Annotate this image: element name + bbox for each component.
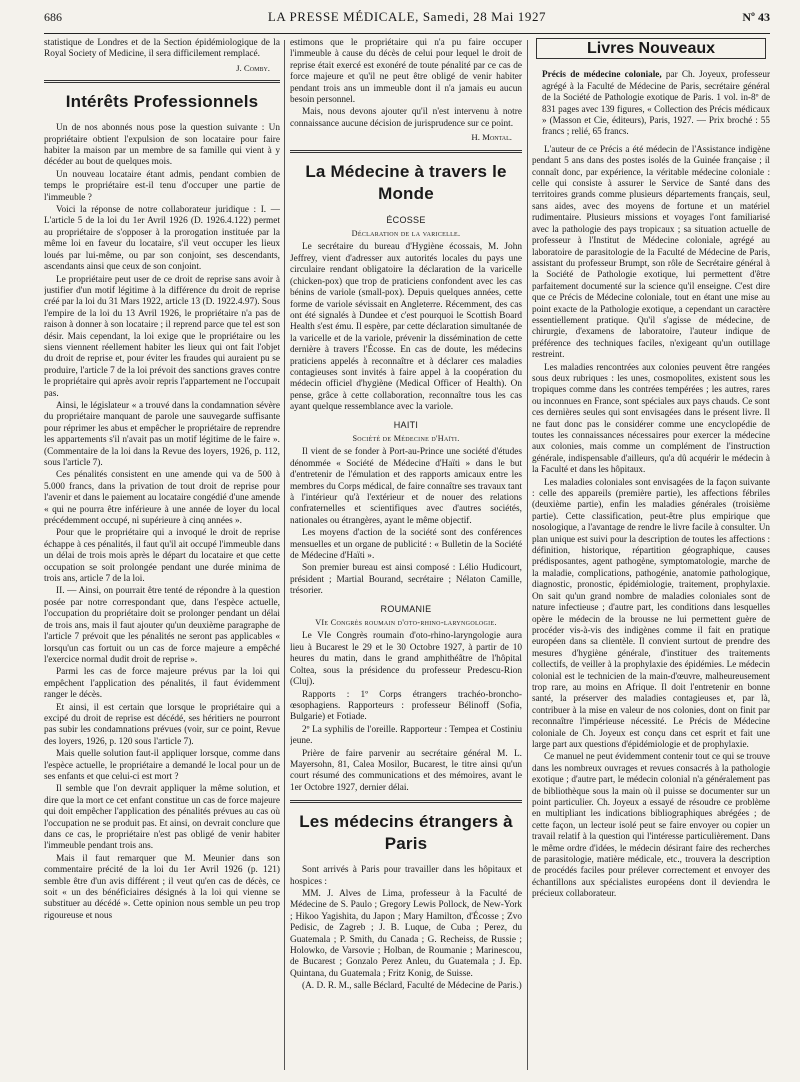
paragraph: Mais il faut remarquer que M. Meunier dans son commentaire précité de la loi du 1er Avril 1926 (p. 121) semble être d'un avis différent ; il veut qu'en cas de décès, ce soit « un des bénéficiaires désignés à la loi qui vienne se substituer au décédé ». Cette opinion nous semble un peu trop rigoureuse et nous [44, 853, 280, 921]
journal-title: LA PRESSE MÉDICALE, Samedi, 28 Mai 1927 [267, 9, 547, 24]
paragraph: Son premier bureau est ainsi composé : Lélio Hudicourt, président ; Martial Bourand, secrétaire ; Nélaton Camille, trésorier. [290, 563, 522, 597]
book-title: Précis de médecine coloniale, [542, 69, 662, 80]
intro-signature: J. Comby. [236, 62, 270, 73]
section-title-interets: Intérêts Professionnels [65, 92, 259, 112]
country-heading-roumanie: ROUMANIE [380, 603, 432, 614]
paragraph: MM. J. Alves de Lima, professeur à la Faculté de Médecine de S. Paulo ; Gregory Lewis Pollock, de New-York ; Hikoo Yagishita, du Japon ; Mary Hamilton, d'Écosse ; Zvo Pedisic, de Zagreb ; J. B. Luque, de Cuba ; Perez, du Guatemala ; P. Smith, du Canada ; G. Recheiss, de Russie ; Holowko, de Varsovie ; Holban, de Roumanie ; Marinescou, de Bucarest ; Gonzalo Perez Anleu, du Guatemala ; J. Ep. Quintana, du Guatemala ; Fritz Konig, de Suisse. [290, 888, 522, 979]
paragraph: (A. D. R. M., salle Béclard, Faculté de Médecine de Paris.) [302, 981, 522, 992]
paragraph: Rapports : 1º Corps étrangers trachéo-broncho-œsophagiens. Rapporteurs : professeur Bélinoff (Sofia, Bulgarie) et Fotiade. [290, 689, 522, 723]
paragraph: Ces pénalités consistent en une amende qui va de 500 à 5.000 francs, dans la privation de tout droit de reprise pour l'avenir et dans le paiement au locataire congédié d'une amende « qui ne pourra être inférieure à une année de loyer du local précédemment occupé, ni supérieure à cinq années ». [44, 470, 280, 527]
subheading: Société de Médecine d'Haïti. [352, 433, 460, 443]
paragraph: Ce manuel ne peut évidemment contenir tout ce qui se trouve dans les nombreux ouvrages et revues consacrés à la pathologie exotique ; d'autre part, le médecin colonial n'a généralement pas de bibliothèque sous la main où il puisse se documenter sur un point particulier. Ch. Joyeux a essayé de résoudre ce problème en multipliant les indications bibliographiques abrégées ; de cette façon, un lecteur isolé peut se faire envoyer ou copier un travail relatif à la question qui l'intéresse particulièrement. Dans le même ordre d'idées, le médecin désirant faire des recherches de parasitologie, matière médicale, etc., trouvera la description de procédés faciles pour prélever correctement et envoyer des échantillons aux spécialistes européens dont il deviendra le précieux collaborateur. [532, 751, 770, 899]
paragraph: Mais quelle solution faut-il appliquer lorsque, comme dans l'espèce actuelle, le propriétaire a demandé le local pour un de ses enfants et que celui-ci est mort ? [44, 749, 280, 782]
paragraph: Un nouveau locataire étant admis, pendant combien de temps le propriétaire est-il tenu d'occuper une partie de l'immeuble ? [44, 169, 280, 203]
section-title-medecins-etrangers: Les médecins étrangers à Paris [299, 812, 513, 854]
country-heading-ecosse: ÉCOSSE [386, 214, 426, 225]
column-left [44, 38, 280, 1070]
continuation-paragraph: estimons que le propriétaire qui n'a pu faire occuper l'immeuble à cause du décès de celui pour lequel le droit de reprise était exercé est exonéré de toute pénalité par ce cas de force majeure et qu'il ne peut être obligé de venir habiter pendant trois ans un immeuble dont il n'a jamais eu aucun besoin personnel. [290, 38, 522, 106]
country-heading-haiti: HAITI [393, 419, 419, 430]
paragraph: Ainsi, le législateur « a trouvé dans la condamnation sévère du propriétaire manquant de parole une sauvegarde suffisante pour réprimer les abus et empêcher le propriétaire de reprendre les appartements s'il n'avait pas un motif légitime de le faire ». (Commentaire de la loi dans la Revue des loyers, 1926, p. 112, sous l'article 7). [44, 400, 280, 468]
paragraph: Sont arrivés à Paris pour travailler dans les hôpitaux et hospices : [290, 865, 522, 887]
subheading: Déclaration de la varicelle. [351, 229, 461, 239]
paragraph: Les moyens d'action de la société sont des conférences mensuelles et un organe de publicité : « Bulletin de la Société de Médecine d'Haïti ». [290, 528, 522, 562]
paragraph: Les maladies coloniales sont envisagées de la façon suivante : celle des appareils (première partie), les affections fébriles (deuxième partie), enfin les maladies générales (troisième partie). Cette classification, peut-être plus empirique que nosologique, a l'avantage de rendre le livre facile à consulter. Un plan unique est suivi pour la description de toutes les affections : définition, historique, répartition géographique, causes prédisposantes, agent pathogène, symptomatologie, marche de la maladie, complications, pathogénie, anatomie pathologique, diagnostic, pronostic, épidémiologie, traitement, prophylaxie. On sait qu'un grand nombre de maladies coloniales sont de nature infectieuse ; d'autre part, les conditions dans lesquelles opère le médecin de la brousse ne lui permettent guère de procéder vis-à-vis des indigènes comme il fait en pratique européen dans sa clientèle. Il convient surtout de prendre des mesures d'hygiène générale, d'instituer des traitements collectifs, de veiller à la prophylaxie des épidémies. Le médecin colonial est le technicien de la main-d'œuvre, malheureusement trop rare, au moins en Afrique. Il doit l'entretenir en bonne santé, la préserver des maladies contagieuses et, par là, contribuer à la mise en valeur de nos colonies, dont on finit par reconnaître l'impérieuse nécessité. Le Précis de Médecine coloniale de Ch. Joyeux est conçu dans cet esprit et fait une large part aux questions d'épidémiologie et de prophylaxie. [532, 476, 770, 749]
divider [44, 80, 280, 83]
column-rule [284, 40, 285, 1070]
divider [290, 150, 522, 153]
divider [290, 800, 522, 803]
paragraph: Mais, nous devons ajouter qu'il n'est intervenu à notre connaissance aucune décision de jurisprudence sur ce point. [290, 107, 522, 129]
book-details: par Ch. Joyeux, professeur agrégé à la Faculté de Médecine de Paris, secrétaire général de la Société de Pathologie exotique de Paris. 1 vol. in-8º de 831 pages avec 139 figures, « Collection des Précis médicaux » (Masson et Cie, éditeurs), Paris, 1927. — Prix broché : 55 francs ; relié, 65 francs. [542, 69, 770, 137]
subheading: VIe Congrès roumain d'oto-rhino-laryngologie. [315, 618, 497, 628]
paragraph: Les maladies rencontrées aux colonies peuvent être rangées sous deux rubriques : les unes, cosmopolites, existent sous les tropiques comme dans les contrées tempérées ; les autres, rares ou inconnues en France, sont spéciales aux pays chauds. Ce sont ces dernières seules qui sont envisagées dans le présent livre. Il ne faut donc pas le considérer comme une encyclopédie de toutes les connaissances nécessaires pour exercer la médecine aux colonies, mais comme un complément de l'instruction générale, indispensable d'ailleurs, qu'a dû acquérir le médecin à la Faculté et dans les hôpitaux. [532, 361, 770, 475]
paragraph: 2º La syphilis de l'oreille. Rapporteur : Tempea et Costiniu jeune. [290, 724, 522, 747]
paragraph: Il vient de se fonder à Port-au-Prince une société d'études dénommée « Société de Médecine d'Haïti » dans le but d'entretenir de l'émulation et des rapports amicaux entre les membres du Corps médical, de faire connaître ses travaux tant à l'intérieur qu'à l'extérieur et de nouer des relations confraternelles et scientifiques avec d'autres sociétés, nationales ou étrangères, ayant le même objectif. [290, 447, 522, 526]
column-rule [527, 40, 528, 1070]
section-title-livres: Livres Nouveaux [586, 40, 716, 57]
paragraph: Il semble que l'on devrait appliquer la même solution, et dire que la mort ce cet enfant constitue un cas de force majeure qui doit empêcher l'application des pénalités prévues au cas où l'occupation ne se produit pas. Et ainsi, on devrait conclure que dans ce cas, le propriétaire n'est pas obligé de venir habiter l'immeuble pendant trois ans. [44, 784, 280, 852]
paragraph: L'auteur de ce Précis a été médecin de l'Assistance indigène pendant 5 ans dans des postes isolés de la Guinée française ; il connaît donc, par expérience, la véritable médecine coloniale : celle qui consiste à assurer le Service de Santé dans des territoires grands comme plusieurs départements français, seul, sans aides, avec des moyens de fortune et un matériel rudimentaire. Plusieurs missions et voyages l'ont familiarisé avec la pathologie des pays tropicaux ; sa situation actuelle de professeur à l'Institut de Médecine coloniale, agrégé au laboratoire de parasitologie de la Faculté de Médecine de Paris, assistant du professeur Brumpt, son rôle de Secrétaire général à la Société de Pathologie exotique, lui permettent d'être parfaitement documenté sur la science qu'il enseigne. C'est dire que ce Précis de Médecine coloniale, tout en étant une mise au point exacte de la Pathologie exotique, a cependant un caractère essentiellement pratique. Qu'il s'agisse de médecine, de chirurgie, d'examens de laboratoire, l'auteur indique de préférence des techniques faciles, n'exigeant qu'un outillage restreint. [532, 143, 770, 360]
section-header-box [536, 38, 766, 59]
issue-number: Nº 43 [742, 10, 770, 24]
paragraph: Le propriétaire peut user de ce droit de reprise sans avoir à justifier d'un motif légitime à la différence du droit de reprise créé par la loi du 31 Mars 1922, article 13 (D. 1922.4.97). Sous l'empire de la loi du 13 Avril 1926, le propriétaire n'a pas de raison à donner à son locataire ; il reprend parce que tel est son désir. Mais cependant, la loi exige que le propriétaire ou les siens viennent réellement habiter les lieux qui ont fait l'objet du droit de reprise et, pour éviter les fraudes qui auraient pu se produire, l'article 7 de la loi prévoit des sanctions graves contre le propriétaire qui après avoir repris l'appartement ne l'occupait pas. [44, 274, 280, 399]
paragraph: Prière de faire parvenir au secrétaire général M. L. Mayersohn, 81, Calea Mosilor, Bucarest, le titre ainsi qu'un court résumé des communications et des mémoires, avant le 1er Octobre 1927, dernier délai. [290, 748, 522, 793]
column-middle [290, 38, 522, 1070]
page-header [44, 6, 770, 34]
paragraph: Voici la réponse de notre collaborateur juridique : I. — L'article 5 de la loi du 1er Avril 1926 (D. 1926.4.122) permet au propriétaire de s'opposer à la prorogation instituée par la même loi en faveur du locataire, s'il veut occuper les lieux loués par lui-même, ou par son conjoint, ses descendants, ascendants ainsi que ceux de son conjoint. [44, 205, 280, 273]
paragraph: II. — Ainsi, on pourrait être tenté de répondre à la question posée par notre correspondant que, dans l'espèce actuelle, l'occupation du propriétaire doit se prolonger pendant un délai de trois ans, mais il faut ajouter qu'un deuxième paragraphe de l'article 7 prévoit que les pénalités ne seront pas applicables « lorsqu'un cas fortuit ou un cas de force majeure a empêché l'exercice normal dudit droit de reprise ». [44, 586, 280, 665]
paragraph: Et ainsi, il est certain que lorsque le propriétaire qui a excipé du droit de reprise est décédé, ses héritiers ne pourront pas subir les condamnations prévues (voir, sur ce point, Revue des loyers, 1926, p. 120 sous l'article 7). [44, 702, 280, 747]
page-number: 686 [44, 10, 62, 24]
paragraph: Pour que le propriétaire qui a invoqué le droit de reprise échappe à ces pénalités, il faut qu'il ait occupé l'immeuble dans un délai de trois mois après le départ du locataire et que cette occupation se soit prolongée pendant une durée minima de trois ans, article 7 de la loi. [44, 528, 280, 585]
signature: H. Montal. [471, 132, 512, 143]
intro-paragraph: statistique de Londres et de la Section épidémiologique de la Royal Society of Medicine, il sera difficilement remplacé. [44, 38, 280, 60]
paragraph: Le VIe Congrès roumain d'oto-rhino-laryngologie aura lieu à Bucarest le 29 et le 30 Octobre 1927, à partir de 10 heures du matin, dans le grand amphithéâtre de l'hôpital Coltea, sous la présidence du professeur Predescu-Rion (Cluj). [290, 631, 522, 688]
paragraph: Le secrétaire du bureau d'Hygiène écossais, M. John Jeffrey, vient d'adresser aux autorités locales du pays une circulaire rendant obligatoire la déclaration de la varicelle (chicken-pox) que trop de praticiens confondent avec les cas bénins de variole (small-pox). Depuis quelques années, cette forme de variole sévissait en Angleterre. Récemment, des cas ont été signalés à Dundee et c'est pourquoi le Scottish Board Health s'est ému. Il espère, par cette déclaration simultanée de la varicelle et de la variole, prévenir la dissémination de cette dernière à travers l'Écosse. En cas de doute, les médecins praticiens appelés à reconnaître et à déclarer ces maladies contagieuses sont invités à faire appel à la coopération du médecin officiel d'hygiène (Medical Officer of Health). On pense, grâce à cette collaboration, reconnaître tous les cas ayant quelque ressemblance avec la variole. [290, 242, 522, 413]
book-entry [532, 69, 770, 137]
section-title-medecine-monde: La Médecine à travers le Monde [305, 161, 507, 203]
column-right [532, 38, 770, 1070]
paragraph: Parmi les cas de force majeure prévus par la loi qui empêchent l'application des pénalités, il faut évidemment ranger le décès. [44, 667, 280, 701]
paragraph: Un de nos abonnés nous pose la question suivante : Un propriétaire obtient l'expulsion de son locataire pour faire habiter la maison par un membre de sa famille qui vient à y décéder au bout de quelques mois. [44, 123, 280, 168]
